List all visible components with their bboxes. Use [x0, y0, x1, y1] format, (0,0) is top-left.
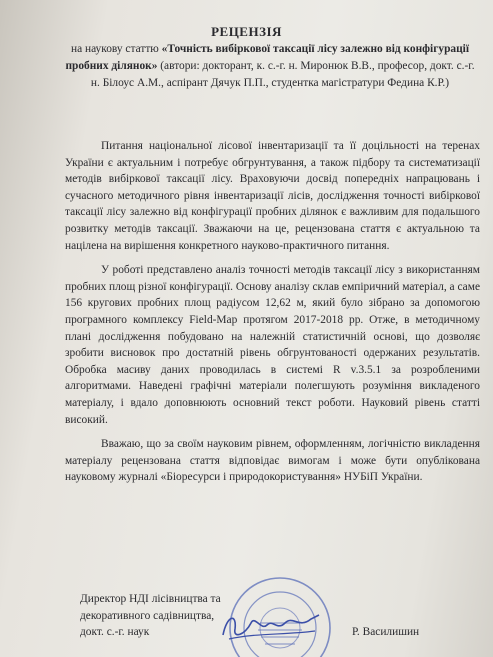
document-intro [60, 41, 480, 91]
signatory-title-line: Директор НДІ лісівництва та [80, 593, 221, 605]
paragraph-relevance: Питання національної лісової інвентаризації та її доцільності на теренах України є актуальним і потребує обгрунтування, а також підбору та систематизації методів вибіркової таксації лісу. Враховуючи досвід попередніх напрацювань і сучасного методичного рівня інвентаризації лісів, дослідження точності вибіркової таксації лісу залежно від конфігурації пробних ділянок є важливим для подальшого розвитку методів таксації. Зважаючи на це, рецензована стаття є актуальною та націлена на вирішення конкретного науково-практичного питання. [65, 140, 480, 252]
article-authors: (автори: докторант, к. с.-г. н. Миронюк В.В., професор, докт. с.-г. н. Білоус А.М., аспірант Дячук П.П., студентка магістратури Федина К.Р.) [90, 59, 475, 89]
document-title: РЕЦЕНЗІЯ [211, 24, 282, 39]
intro-prefix: на наукову статтю [70, 43, 162, 55]
review-body [65, 138, 480, 486]
signature-block [80, 591, 480, 641]
signatory-name: Р. Василишин [352, 626, 420, 638]
paragraph-conclusion: Вважаю, що за своїм науковим рівнем, оформленням, логічністю викладення матеріалу рецензована стаття відповідає вимогам і може бути опублікована науковому журналі «Біоресурси і природокористування» НУБіП України. [65, 438, 480, 484]
signatory-title [80, 591, 480, 641]
article-title: «Точність вибіркової таксації лісу залежно від конфігурації пробних ділянок» [65, 43, 470, 72]
paragraph-methods: У роботі представлено аналіз точності методів таксації лісу з використанням пробних площ різної конфігурації. Основу аналізу склав емпіричний матеріал, а саме 156 кругових пробних площ радіусом 12,62 м, який було зібрано за допомогою програмного комплексу Field-Map протягом 2017-2018 рр. Отже, в методичному плані дослідження побудовано на належній статистичній основі, що дозволяє зробити висновок про достатній рівень обгрунтованості одержаних результатів. Обробка масиву даних проводилась в системі R v.3.5.1 за розробленими алгоритмами. Наведені графічні матеріали полегшують розуміння викладеного матеріалу, і вдало доповнюють основний текст роботи. Науковий рівень статті високий. [65, 264, 480, 426]
signatory-title-line: докт. с.-г. наук [80, 626, 150, 639]
signatory-title-line: декоративного садівництва, [80, 609, 215, 622]
